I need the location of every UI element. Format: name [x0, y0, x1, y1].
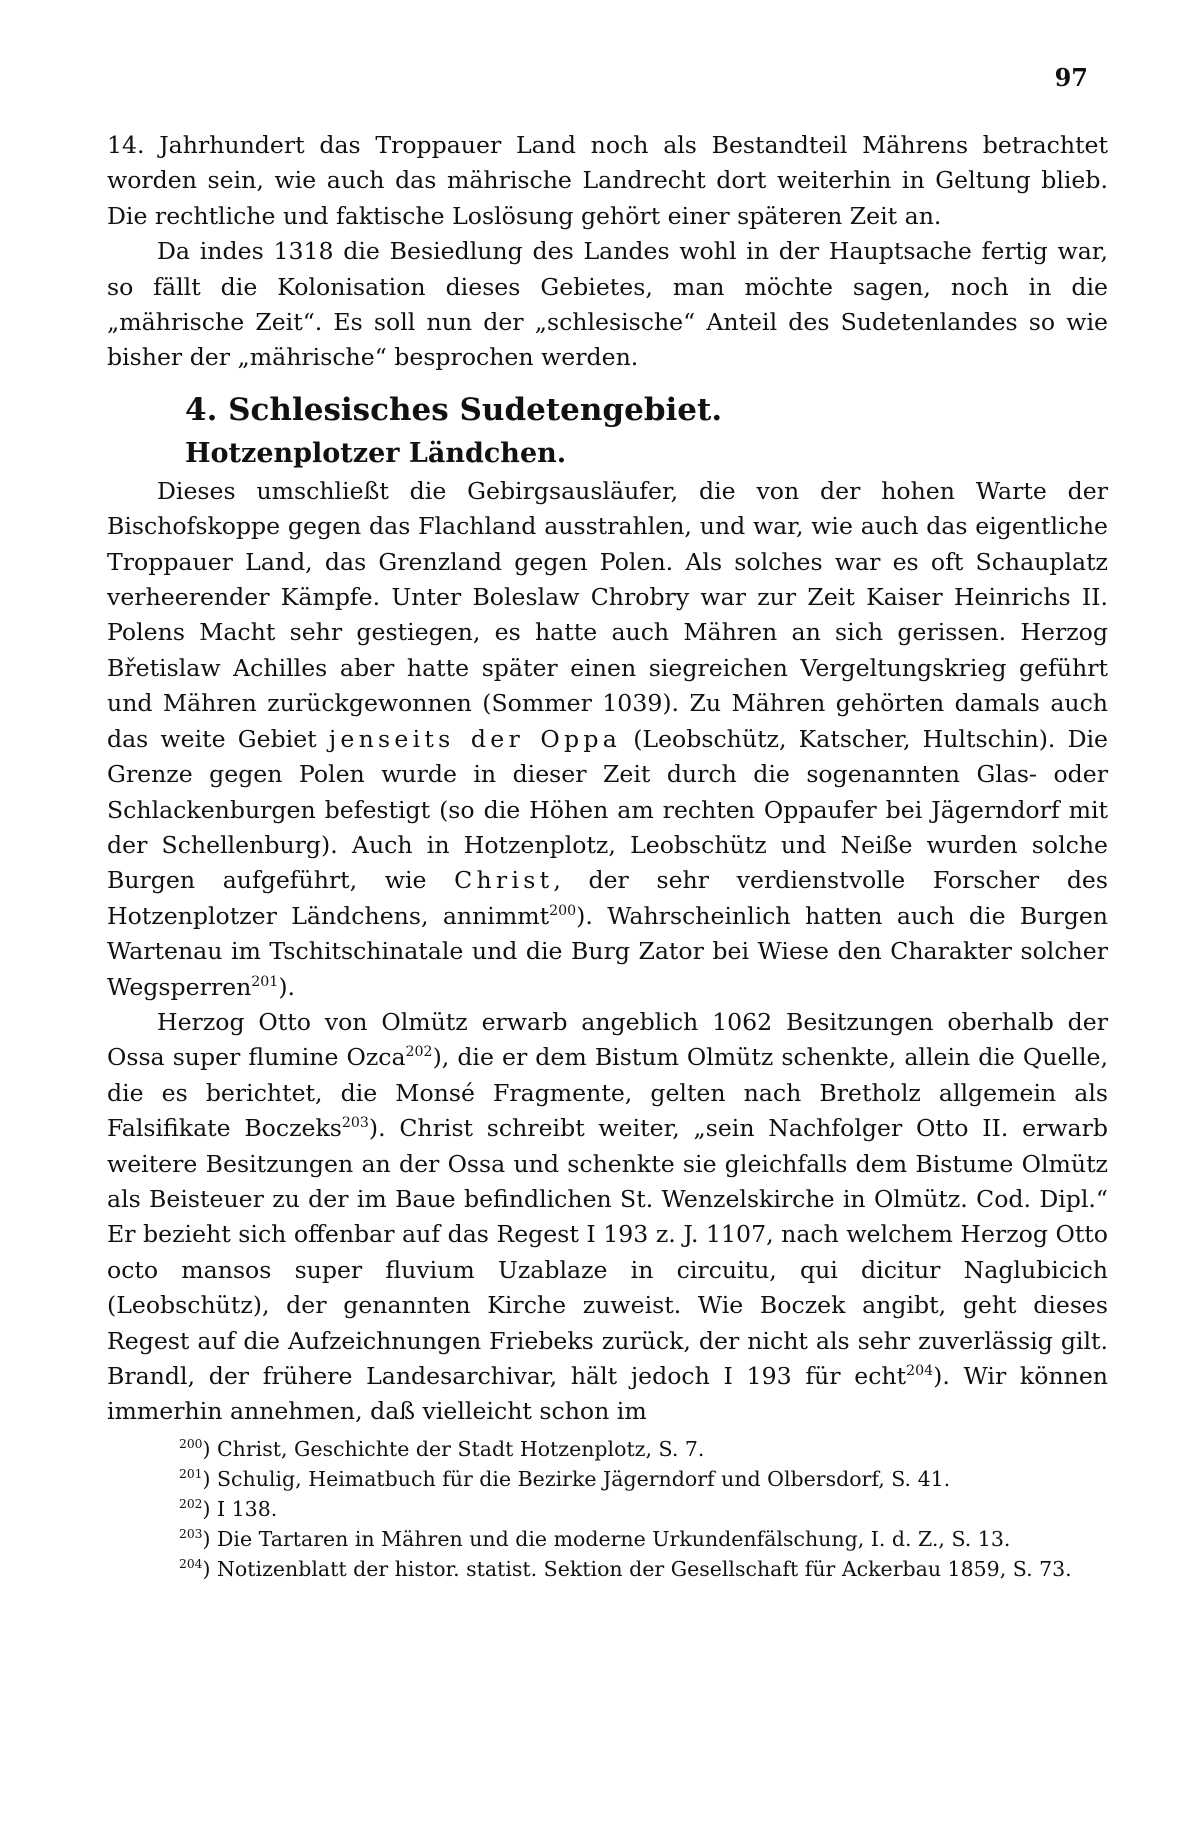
- footnote-202: [107, 1494, 1108, 1524]
- paragraph-3-part-d: ). Wahrscheinlich hatten auch die Burgen Wartenau im Tschitschinatale und die Burg Zator bei Wiese den Charakter solcher Wegsperren: [107, 901, 1109, 1001]
- footnote-number: 203: [179, 1526, 203, 1541]
- subsection-title: Hotzenplotzer Ländchen.: [185, 437, 567, 469]
- footnote-ref-203: 203: [341, 1115, 369, 1132]
- footnote-number: 202: [179, 1496, 203, 1511]
- paragraph-3: [107, 474, 1108, 1005]
- footnote-text: ) Schulig, Heimatbuch für die Bezirke Jägerndorf und Olbersdorf, S. 41.: [202, 1466, 951, 1491]
- footnote-200: [107, 1434, 1108, 1464]
- footnote-number: 200: [179, 1436, 203, 1451]
- footnote-201: [107, 1464, 1108, 1494]
- author-name-emphasis: Christ: [454, 866, 554, 895]
- footnote-text: ) Notizenblatt der histor. statist. Sektion der Gesellschaft für Ackerbau 1859, S. 73.: [202, 1556, 1072, 1581]
- spaced-emphasis: jenseits der Oppa: [328, 724, 622, 753]
- footnote-204: [107, 1554, 1108, 1584]
- page-number: 97: [1054, 63, 1088, 92]
- footnotes: [107, 1434, 1108, 1584]
- paragraph-4-part-a: Herzog Otto von Olmütz erwarb angeblich 1062 Besitzungen oberhalb der Ossa super flumine Ozca: [107, 1007, 1108, 1072]
- footnote-ref-200: 200: [549, 902, 577, 919]
- paragraph-1: 14. Jahrhundert das Troppauer Land noch als Bestandteil Mährens betrachtet worden sein, wie auch das mährische Landrecht dort weiterhin in Geltung blieb. Die rechtliche und faktische Loslösung gehört einer späteren Zeit an.: [107, 131, 1108, 230]
- paragraph-3-part-c: , der sehr verdienstvolle Forscher des Hotzenplotzer Ländchens, annimmt: [107, 866, 1108, 930]
- footnote-number: 204: [179, 1556, 203, 1571]
- footnote-ref-202: 202: [405, 1044, 433, 1061]
- footnote-number: 201: [179, 1466, 203, 1481]
- footnote-text: ) Christ, Geschichte der Stadt Hotzenplotz, S. 7.: [202, 1436, 705, 1461]
- footnote-text: ) I 138.: [202, 1496, 278, 1521]
- footnote-text: ) Die Tartaren in Mähren und die moderne Urkundenfälschung, I. d. Z., S. 13.: [202, 1526, 1011, 1551]
- paragraph-4-part-d: ). Wir können immerhin annehmen, daß vielleicht schon im: [107, 1362, 1108, 1426]
- paragraph-3-part-e: ).: [278, 972, 296, 1001]
- paragraph-4: [107, 1005, 1108, 1430]
- paragraph-2: Da indes 1318 die Besiedlung des Landes wohl in der Hauptsache fertig war, so fällt die Kolonisation dieses Gebietes, man möchte sagen, noch in die „mährische Zeit“. Es soll nun der „schlesische“ Anteil des Sudetenlandes so wie bisher der „mährische“ besprochen werden.: [107, 237, 1108, 372]
- paragraph-4-part-b: ), die er dem Bistum Olmütz schenkte, allein die Quelle, die es berichtet, die Monsé Fragmente, gelten nach Bretholz allgemein als Falsifikate Boczeks: [107, 1043, 1108, 1143]
- section-title: 4. Schlesisches Sudetengebiet.: [185, 391, 723, 428]
- footnote-ref-204: 204: [906, 1363, 934, 1380]
- paragraph-4-part-c: ). Christ schreibt weiter, „sein Nachfolger Otto II. erwarb weitere Besitzungen an der Ossa und schenkte sie gleichfalls dem Bistume Olmütz als Beisteuer zu der im Baue befindlichen St. Wenzelskirche in Olmütz. Cod. Dipl.“ Er bezieht sich offenbar auf das Regest I 193 z. J. 1107, nach welchem Herzog Otto octo mansos super fluvium Uzablaze in circuitu, qui dicitur Naglubicich (Leobschütz), der genannten Kirche zuweist. Wie Boczek angibt, geht dieses Regest auf die Aufzeichnungen Friebeks zurück, der nicht als sehr zuverlässig gilt. Brandl, der frühere Landesarchivar, hält jedoch I 193 für echt: [107, 1114, 1108, 1390]
- body-text: [107, 128, 1108, 1430]
- footnote-ref-201: 201: [251, 973, 279, 990]
- paragraph-3-part-b: (Leobschütz, Katscher, Hultschin). Die Grenze gegen Polen wurde in dieser Zeit durch die sogenannten Glas- oder Schlackenburgen befestigt (so die Höhen am rechten Oppaufer bei Jägerndorf mit der Schellenburg). Auch in Hotzenplotz, Leobschütz und Neiße wurden solche Burgen aufgeführt, wie: [107, 724, 1109, 895]
- footnote-203: [107, 1524, 1108, 1554]
- paragraph-3-part-a: Dieses umschließt die Gebirgsausläufer, die von der hohen Warte der Bischofskoppe gegen das Flachland ausstrahlen, und war, wie auch das eigentliche Troppauer Land, das Grenzland gegen Polen. Als solches war es oft Schauplatz verheerender Kämpfe. Unter Boleslaw Chrobry war zur Zeit Kaiser Heinrichs II. Polens Macht sehr gestiegen, es hatte auch Mähren an sich gerissen. Herzog Břetislaw Achilles aber hatte später einen siegreichen Vergeltungskrieg geführt und Mähren zurückgewonnen (Sommer 1039). Zu Mähren gehörten damals auch das weite Gebiet: [107, 476, 1108, 753]
